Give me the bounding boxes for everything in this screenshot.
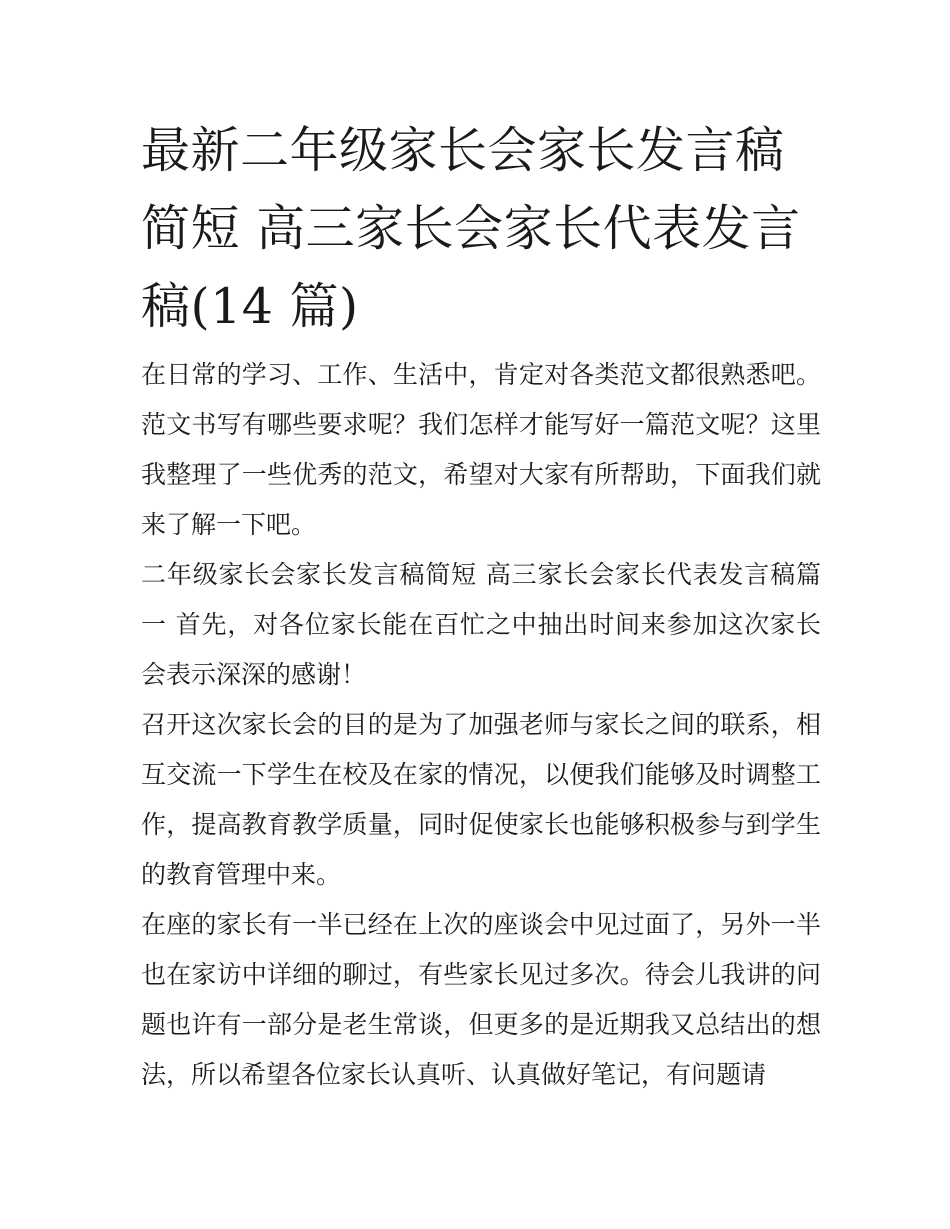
paragraph-purpose: 召开这次家长会的目的是为了加强老师与家长之间的联系，相互交流一下学生在校及在家的情况，以便我们能够及时调整工作，提高教育教学质量，同时促使家长也能够积极参与到学生的教育管理中来。 bbox=[141, 710, 821, 889]
paragraph-section-one: 二年级家长会家长发言稿简短 高三家长会家长代表发言稿篇一 首先，对各位家长能在百忙之中抽出时间来参加这次家长会表示深深的感谢！ bbox=[141, 560, 821, 689]
paragraph-parents: 在座的家长有一半已经在上次的座谈会中见过面了，另外一半也在家访中详细的聊过，有些家长见过多次。待会儿我讲的问题也许有一部分是老生常谈，但更多的是近期我又总结出的想法，所以希望各位家长认真听、认真做好笔记，有问题请 bbox=[141, 910, 821, 1089]
document-page bbox=[141, 112, 821, 1100]
document-title: 最新二年级家长会家长发言稿简短 高三家长会家长代表发言稿(14 篇) bbox=[141, 122, 801, 335]
paragraph-intro: 在日常的学习、工作、生活中，肯定对各类范文都很熟悉吧。范文书写有哪些要求呢？我们怎样才能写好一篇范文呢？这里我整理了一些优秀的范文，希望对大家有所帮助，下面我们就来了解一下吧。 bbox=[141, 360, 821, 539]
